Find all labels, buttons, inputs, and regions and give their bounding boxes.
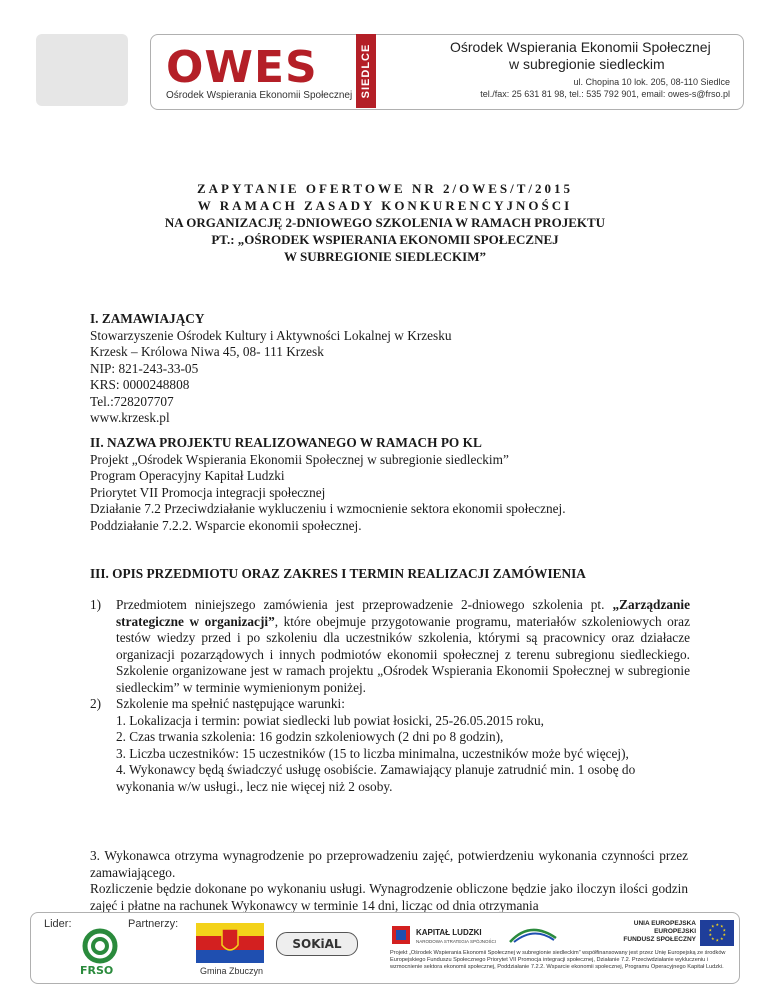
item-text: , które obejmuje przygotowanie programu, materiałów szkoleniowych oraz testów wiedzy przed i po szkoleniu dla uczestników szkolenia, którymi są pracownicy oraz działacze organizacji pozarządowych i innych podmiotów ekonomii społecznej z terenu subregionu siedleckiego. Szkolenie organizowane jest w ramach projektu „Ośrodek Wspierania Ekonomii Społecznej w subregionie siedleckim” w terminie wymienionym poniżej. [116, 613, 690, 695]
section-heading: II. NAZWA PROJEKTU REALIZOWANEGO W RAMACH PO KL [90, 435, 482, 450]
title-line-3: NA ORGANIZACJĘ 2-DNIOWEGO SZKOLENIA W RAMACH PROJEKTU [164, 215, 606, 230]
org-address: ul. Chopina 10 lok. 205, 08-110 Siedlce [573, 77, 730, 87]
section-zamawiajacy [90, 311, 680, 427]
section-line: Projekt „Ośrodek Wspierania Ekonomii Społecznej w subregionie siedleckim” [90, 451, 509, 467]
section-heading: I. ZAMAWIAJĄCY [90, 311, 205, 326]
condition-line: 1. Lokalizacja i termin: powiat siedlecki lub powiat łosicki, 25-26.05.2015 roku, [116, 712, 544, 728]
document-title [100, 180, 670, 265]
list-item [90, 597, 690, 696]
paragraph-text: Rozliczenie będzie dokonane po wykonaniu usługi. Wynagrodzenie obliczone będzie jako iloczyn ilości godzin zajęć i płatne na rachunek Wykonawcy w terminie 14 dni, licząc od dnia otrzymania [90, 881, 688, 913]
title-line-2: W RAMACH ZASADY KONKURENCYJNOŚCI [197, 198, 573, 213]
kapital-ludzki-logo-icon [392, 924, 582, 946]
section-line: www.krzesk.pl [90, 410, 170, 425]
svg-text:★: ★ [708, 927, 713, 933]
siedlce-badge [356, 34, 376, 108]
gmina-flag-icon [196, 923, 264, 963]
section-line: NIP: 821-243-33-05 [90, 360, 199, 376]
section-line: Tel.:728207707 [90, 393, 174, 409]
footer-small-print: Projekt „Ośrodek Wspierania Ekonomii Społecznej w subregionie siedleckim” współfinansowany jest przez Unię Europejską ze środków Europejskiego Funduszu Społecznego Priorytet VII Promocja integracji społecznej, Działanie 7.2. Przeciwdziałanie wykluczeniu i wzmocnienie sektora ekonomii społecznej, Poddziałanie 7.2.2. Wsparcie ekonomii społecznej, Programu Operacyjnego Kapitał Ludzki. [390, 950, 726, 970]
list-item [90, 696, 690, 795]
section-line: KRS: 0000248808 [90, 377, 190, 392]
svg-text:★: ★ [711, 936, 715, 941]
svg-text:★: ★ [708, 932, 713, 937]
owes-logo-subtitle: Ośrodek Wspierania Ekonomii Społecznej [166, 90, 353, 101]
gmina-label: Gmina Zbuczyn [200, 966, 264, 976]
owes-logo-word: OWES [166, 42, 318, 93]
org-name: Ośrodek Wspierania Ekonomii Społecznej [450, 39, 711, 55]
section-line: Krzesk – Królowa Niwa 45, 08- 111 Krzesk [90, 344, 324, 359]
placeholder-box [36, 34, 128, 106]
svg-text:★: ★ [720, 936, 724, 941]
kapital-sub-label: NARODOWA STRATEGIA SPÓJNOŚCI [416, 939, 497, 944]
paragraph [90, 848, 688, 914]
condition-line: 2. Czas trwania szkolenia: 16 godzin szkoleniowych (2 dni po 8 godzin), [116, 729, 504, 744]
section-line: Działanie 7.2 Przeciwdziałanie wykluczeniu i wzmocnienie sektora ekonomii społecznej. [90, 501, 566, 516]
ue-text [614, 920, 696, 944]
section-line: Priorytet VII Promocja integracji społecznej [90, 484, 326, 500]
section-line: Poddziałanie 7.2.2. Wsparcie ekonomii społecznej. [90, 517, 362, 533]
title-line-5: W SUBREGIONIE SIEDLECKIM” [283, 249, 487, 264]
list-number: 2) [90, 696, 102, 711]
svg-text:★: ★ [720, 923, 724, 929]
partnerzy-label: Partnerzy: [128, 918, 179, 930]
section-nazwa-projektu [90, 435, 680, 534]
sokial-logo: SOKiAL [276, 932, 358, 956]
list-number: 1) [90, 597, 102, 612]
section-opis-przedmiotu [90, 566, 680, 583]
training-title: „Zarządzanie strategiczne w organizacji” [116, 597, 690, 629]
condition-line: 3. Liczba uczestników: 15 uczestników (15 to liczba minimalna, uczestników może być więcej), [116, 745, 629, 761]
siedlce-label: SIEDLCE [360, 43, 372, 99]
item-text: Przedmiotem niniejszego zamówienia jest przeprowadzenie 2-dniowego szkolenia pt. [116, 597, 613, 612]
frso-label: FRSO [80, 964, 114, 977]
section-line: Program Operacyjny Kapitał Ludzki [90, 468, 285, 483]
kapital-label: KAPITAŁ LUDZKI [416, 928, 482, 937]
owes-logo [166, 44, 356, 106]
section-heading: III. OPIS PRZEDMIOTU ORAZ ZAKRES I TERMIN REALIZACJI ZAMÓWIENIA [90, 566, 586, 581]
svg-text:★: ★ [711, 923, 715, 929]
svg-text:★: ★ [715, 922, 720, 927]
org-subtitle: w subregionie siedleckim [509, 56, 665, 72]
title-line-1: ZAPYTANIE OFERTOWE NR 2/OWES/T/2015 [196, 181, 574, 196]
ue-line: UNIA EUROPEJSKA [633, 920, 696, 927]
requirements-list [90, 597, 690, 795]
item-intro: Szkolenie ma spełnić następujące warunki: [116, 696, 345, 711]
org-contact: tel./fax: 25 631 81 98, tel.: 535 792 901, email: owes-s@frso.pl [480, 89, 730, 99]
section-line: Stowarzyszenie Ośrodek Kultury i Aktywności Lokalnej w Krzesku [90, 327, 452, 343]
svg-text:★: ★ [722, 927, 727, 933]
ue-line: FUNDUSZ SPOŁECZNY [623, 936, 696, 943]
ue-line: EUROPEJSKI [654, 928, 696, 935]
condition-line: 4. Wykonawcy będą świadczyć usługę osobiście. Zamawiający planuje zatrudnić min. 1 osobę do wykonania w/w usługi., lecz nie więcej niż 2 osoby. [116, 762, 636, 794]
svg-text:★: ★ [722, 932, 727, 937]
svg-text:★: ★ [715, 937, 720, 943]
eu-flag-icon [700, 920, 734, 946]
paragraph-text: 3. Wykonawca otrzyma wynagrodzenie po przeprowadzeniu zajęć, potwierdzeniu wykonania czynności przez zamawiającego. [90, 848, 688, 880]
title-line-4: PT.: „OŚRODEK WSPIERANIA EKONOMII SPOŁECZNEJ [211, 232, 559, 247]
lider-label: Lider: [44, 918, 72, 930]
